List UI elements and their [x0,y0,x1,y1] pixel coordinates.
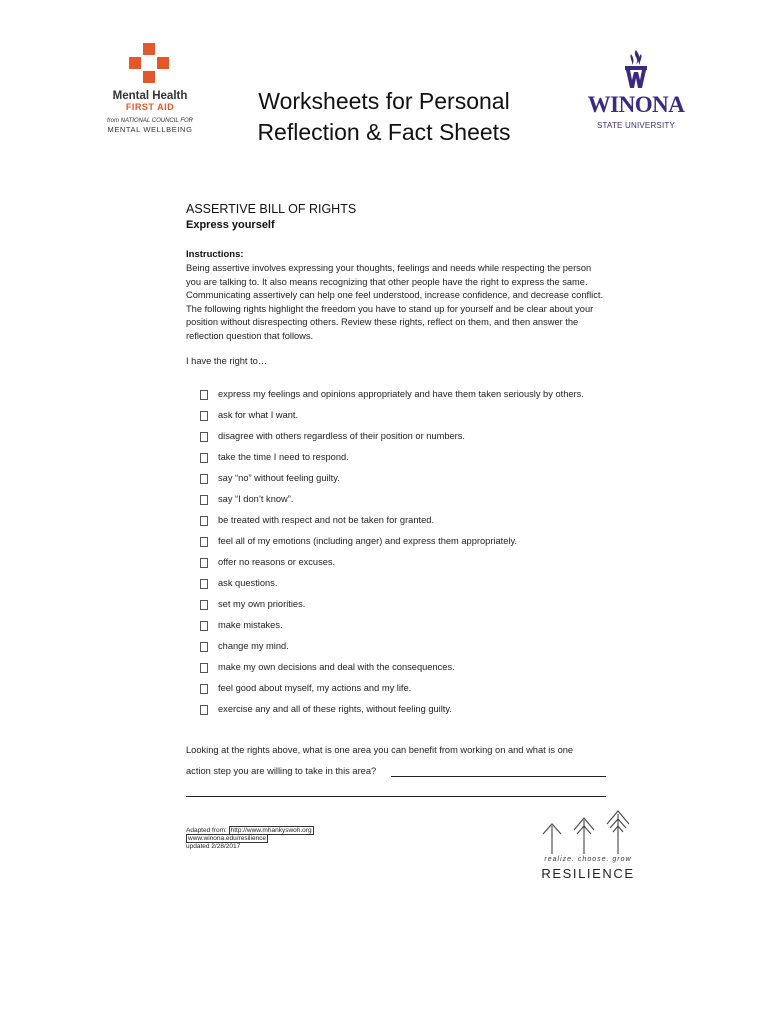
resilience-tagline: realize. choose. grow [544,856,632,863]
winona-name: WINONA [587,92,685,117]
checkbox[interactable] [200,495,208,505]
checkbox[interactable] [200,642,208,652]
winona-subname: STATE UNIVERSITY [596,121,676,130]
resilience-wordmark: RESILIENCE [541,866,635,881]
page-title [200,86,568,148]
right-text: change my mind. [218,641,289,651]
resilience-logo [538,808,638,884]
right-item [200,552,600,573]
right-text: say “no” without feeling guilty. [218,473,340,483]
adapted-label: Adapted from: [186,827,227,834]
checkbox[interactable] [200,663,208,673]
instructions-text: Being assertive involves expressing your thoughts, feelings and needs while respecting the person you are talking to. It also means recognizing that other people have the right to express the same. Communicating assertively can help one feel understood, increase confidence, and decrease conflict. The following rights highlight the freedom you have to stand up for yourself and be clear about your position without disrespecting others. Review these rights, reflect on them, and then answer the reflection question that follows. [186,263,604,341]
right-item [200,594,600,615]
right-item [200,489,600,510]
document-title: ASSERTIVE BILL OF RIGHTS [186,202,357,216]
checkbox[interactable] [200,516,208,526]
right-text: feel good about myself, my actions and my life. [218,683,412,693]
mhfa-org: MENTAL WELLBEING [107,125,193,134]
right-text: set my own priorities. [218,599,306,609]
right-text: exercise any and all of these rights, without feeling guilty. [218,704,452,714]
right-item [200,531,600,552]
right-item [200,510,600,531]
instructions-heading: Instructions: [186,249,244,260]
torch-icon [622,48,650,92]
site-line [186,835,314,843]
winona-logo [584,48,688,138]
mhfa-subname: FIRST AID [125,102,175,112]
answer-field-1[interactable] [391,776,606,777]
rights-list [200,384,600,720]
right-text: ask questions. [218,578,278,588]
site-link[interactable]: www.winona.edu/resilience [188,834,267,842]
mhfa-from: from NATIONAL COUNCIL FOR [106,118,193,124]
right-item [200,678,600,699]
checkbox[interactable] [200,600,208,610]
right-text: express my feelings and opinions appropriately and have them taken seriously by others. [218,389,584,399]
checkbox[interactable] [200,411,208,421]
right-text: say “I don’t know”. [218,494,294,504]
right-item [200,384,590,405]
right-item [200,405,600,426]
right-text: make mistakes. [218,620,283,630]
right-item [200,573,600,594]
right-item [200,468,600,489]
mhfa-cross-icon [118,42,182,88]
right-text: offer no reasons or excuses. [218,557,336,567]
adapted-link[interactable]: http://www.mhankyswoh.org [230,827,312,834]
checkbox[interactable] [200,537,208,547]
mhfa-logo [95,40,205,140]
right-item [200,636,600,657]
page-title-line-1: Worksheets for Personal [258,88,510,114]
right-text: be treated with respect and not be taken for granted. [218,515,435,525]
footer-credits [186,827,314,850]
mhfa-name: Mental Health [112,90,188,102]
growth-arrows-icon [538,808,638,856]
page-title-line-2: Reflection & Fact Sheets [257,119,511,145]
right-text: take the time I need to respond. [218,452,349,462]
right-text: ask for what I want. [218,410,299,420]
right-text: feel all of my emotions (including anger) and express them appropriately. [218,536,518,546]
checkbox[interactable] [200,453,208,463]
right-text: disagree with others regardless of their position or numbers. [218,431,466,441]
right-item [200,657,600,678]
checkbox[interactable] [200,432,208,442]
right-item [200,447,600,468]
right-item [200,699,600,720]
rights-lead: I have the right to… [186,356,268,366]
answer-field-2[interactable] [186,796,606,797]
right-text: make my own decisions and deal with the consequences. [218,662,455,672]
reflection-question-line-1: Looking at the rights above, what is one area you can benefit from working on and what is one [186,745,574,755]
checkbox[interactable] [200,558,208,568]
right-item [200,426,600,447]
updated-date: updated 2/28/2017 [186,842,241,850]
checkbox[interactable] [200,621,208,631]
checkbox[interactable] [200,579,208,589]
checkbox[interactable] [200,390,208,400]
right-item [200,615,600,636]
checkbox[interactable] [200,684,208,694]
checkbox[interactable] [200,705,208,715]
document-subtitle: Express yourself [186,219,275,231]
reflection-question-line-2: action step you are willing to take in this area? [186,766,377,776]
checkbox[interactable] [200,474,208,484]
